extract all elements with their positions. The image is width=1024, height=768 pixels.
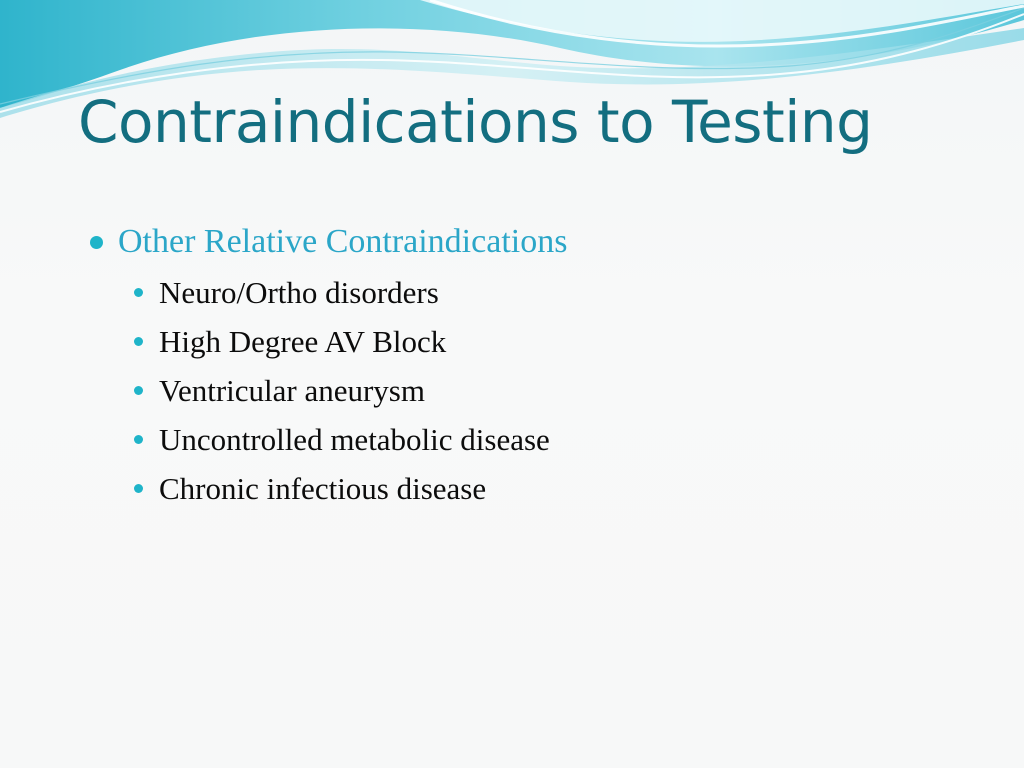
bullet-icon <box>134 337 143 346</box>
list-item <box>88 415 968 464</box>
bullet-icon <box>134 484 143 493</box>
bullet-icon <box>134 288 143 297</box>
heading-bullet-text: Other Relative Contraindications <box>118 223 568 260</box>
list-item <box>88 464 968 513</box>
bullet-icon <box>134 435 143 444</box>
list-item-text: Neuro/Ortho disorders <box>159 274 439 310</box>
list-item-text: Uncontrolled metabolic disease <box>159 421 550 457</box>
list-item-text: Ventricular aneurysm <box>159 372 425 408</box>
list-item-text: Chronic infectious disease <box>159 470 487 506</box>
bullet-content <box>88 220 968 513</box>
heading-bullet <box>88 220 968 264</box>
sub-bullet-list <box>88 268 968 513</box>
list-item <box>88 317 968 366</box>
list-item <box>88 268 968 317</box>
list-item <box>88 366 968 415</box>
bullet-icon <box>90 236 103 249</box>
slide-title: Contraindications to Testing <box>78 88 873 156</box>
list-item-text: High Degree AV Block <box>159 323 447 359</box>
bullet-icon <box>134 386 143 395</box>
